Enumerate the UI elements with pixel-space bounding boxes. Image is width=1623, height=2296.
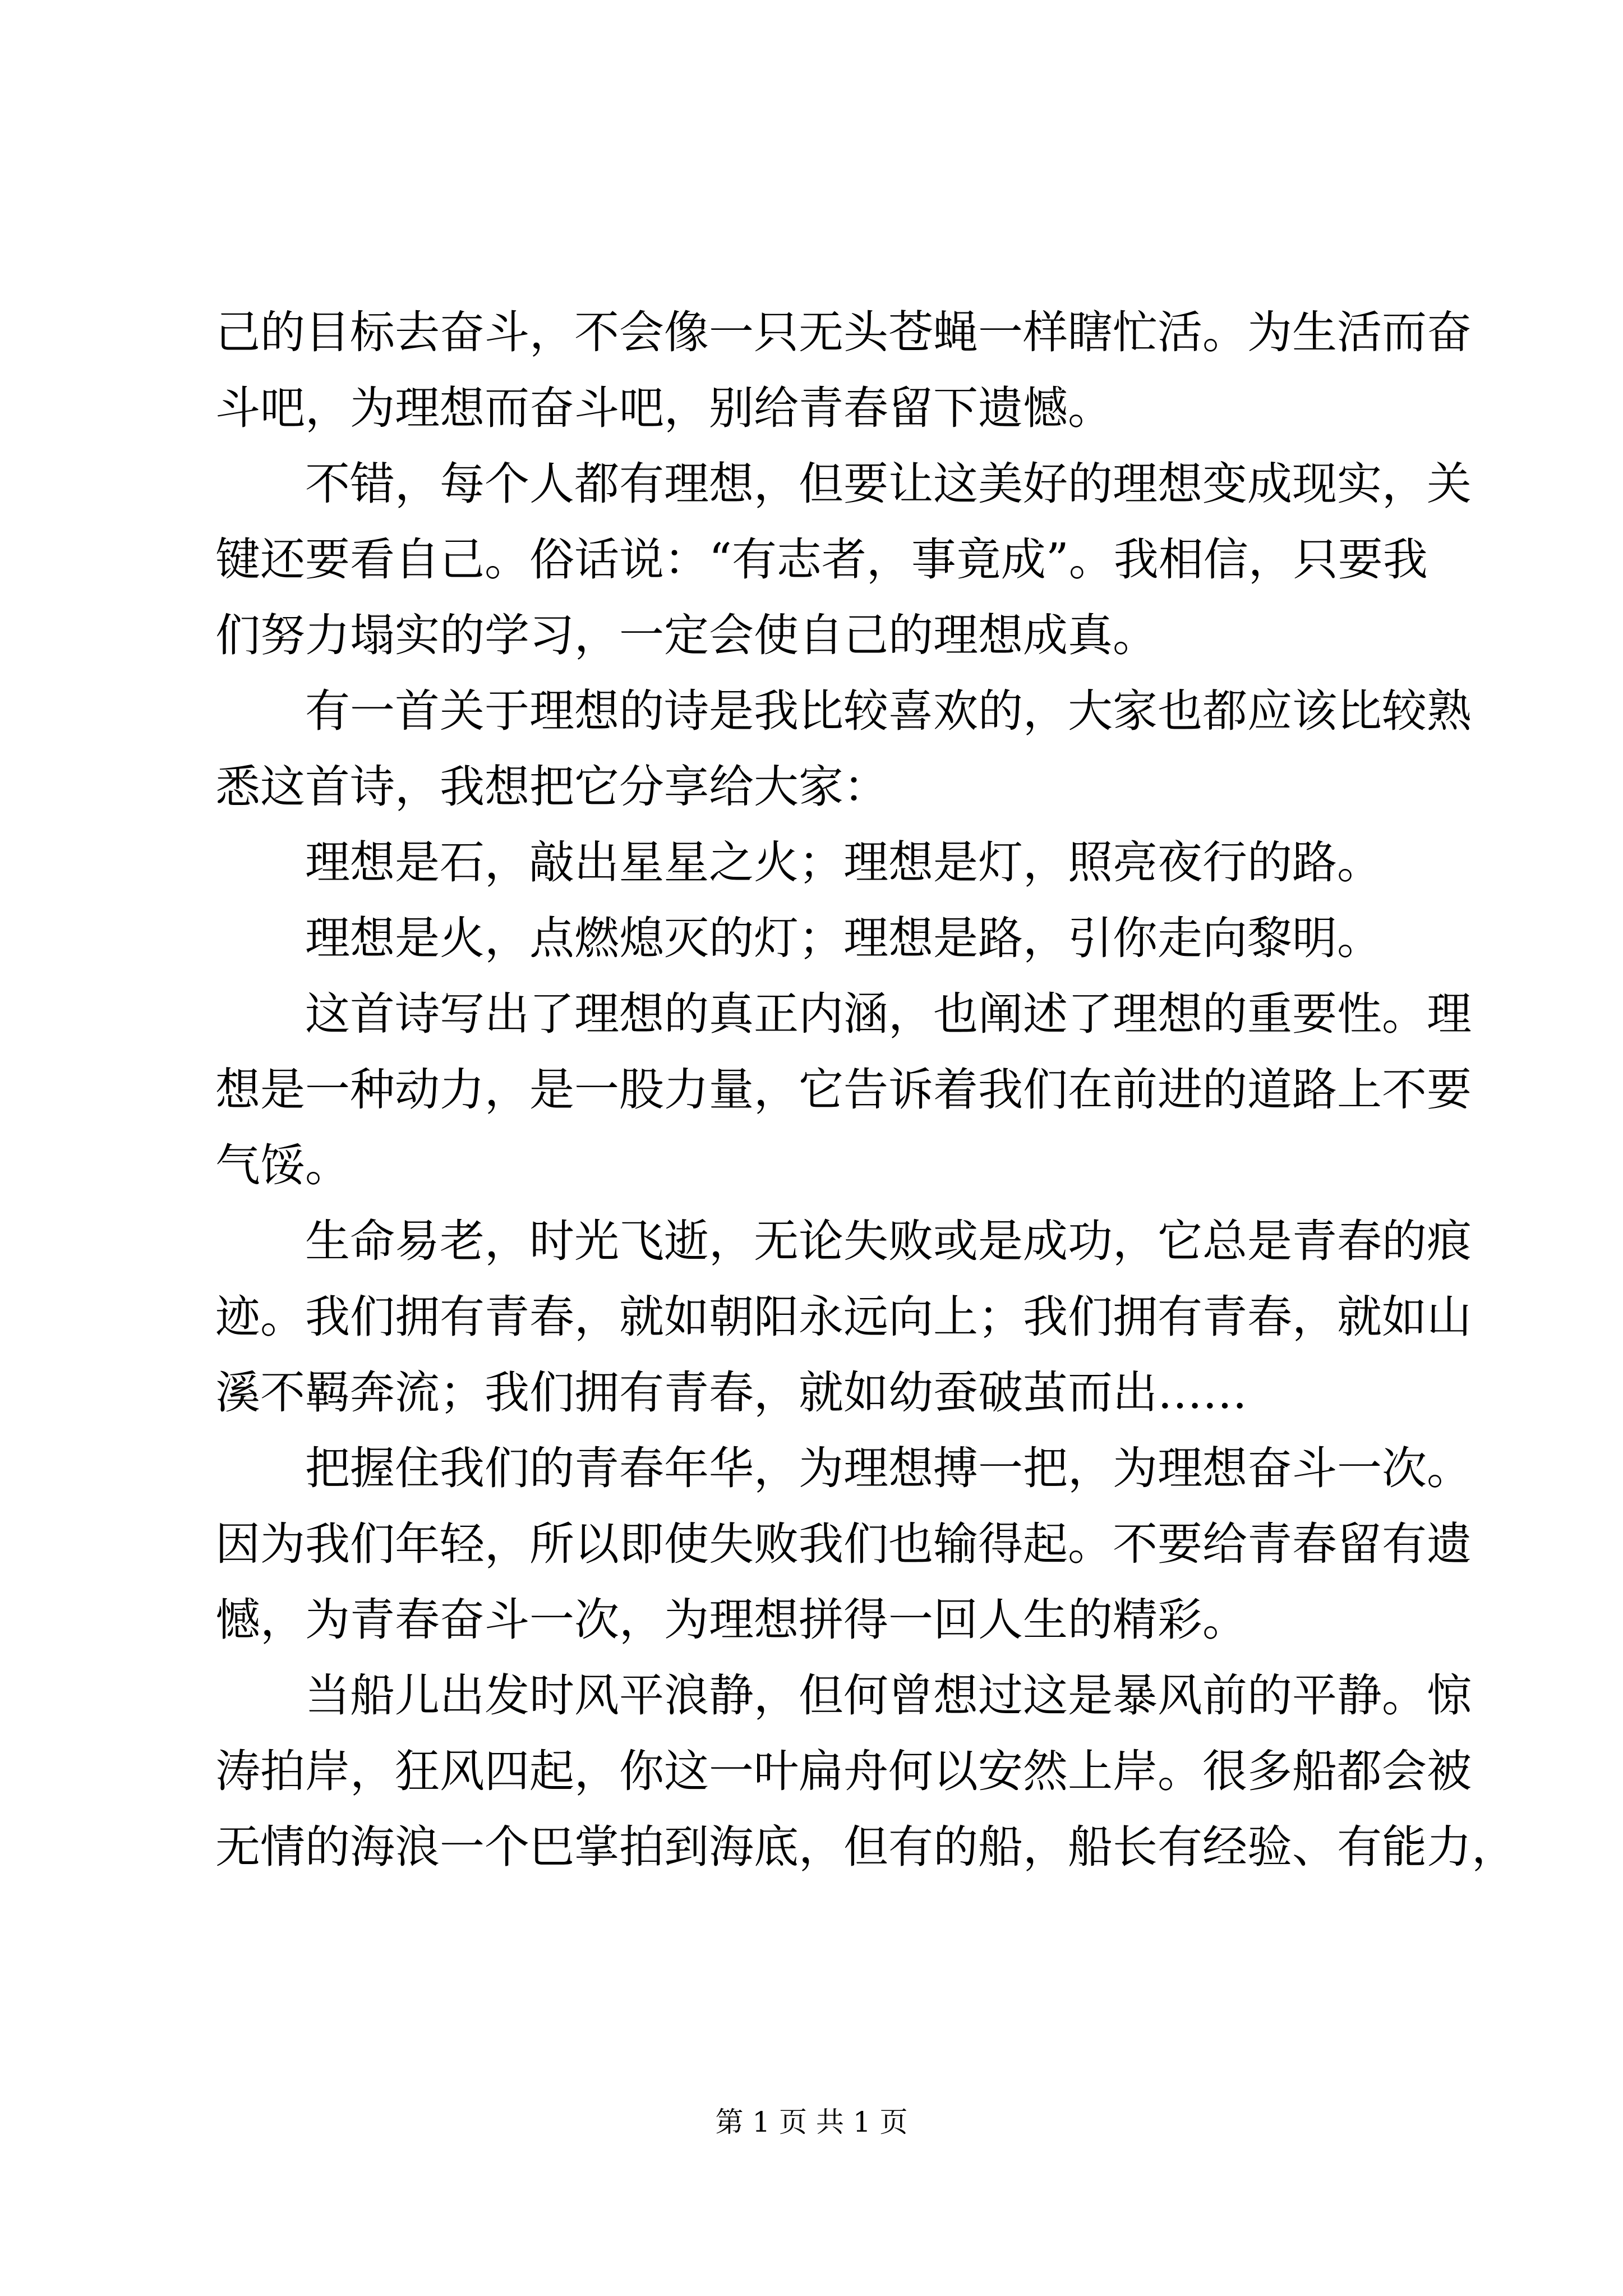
text-line: 当船儿出发时风平浪静，但何曾想过这是暴风前的平静。惊: [305, 1669, 1472, 1722]
text-line: 把握住我们的青春年华，为理想搏一把，为理想奋斗一次。: [305, 1442, 1472, 1494]
text-line: 不错，每个人都有理想，但要让这美好的理想变成现实，关: [305, 458, 1472, 510]
poem-line: 理想是石，敲出星星之火；理想是灯，照亮夜行的路。: [305, 836, 1382, 889]
text-line: 这首诗写出了理想的真正内涵，也阐述了理想的重要性。理: [305, 988, 1472, 1040]
text-line: 无情的海浪一个巴掌拍到海底，但有的船，船长有经验、有能力，: [215, 1821, 1516, 1873]
page-footer: 第 1 页 共 1 页: [715, 2106, 908, 2138]
text-line: 因为我们年轻，所以即使失败我们也输得起。不要给青春留有遗: [215, 1518, 1472, 1570]
text-line: 憾，为青春奋斗一次，为理想拼得一回人生的精彩。: [215, 1594, 1247, 1646]
text-line: 迹。我们拥有青春，就如朝阳永远向上；我们拥有青春，就如山: [215, 1291, 1472, 1343]
text-line: 想是一种动力，是一股力量，它告诉着我们在前进的道路上不要: [215, 1064, 1472, 1116]
text-line: 溪不羁奔流；我们拥有青春，就如幼蚕破茧而出……: [215, 1366, 1247, 1419]
text-line: 们努力塌实的学习，一定会使自己的理想成真。: [215, 609, 1158, 661]
text-line: 气馁。: [215, 1139, 350, 1191]
text-line: 键还要看自己。俗话说：“有志者，事竟成”。我相信，只要我: [215, 533, 1428, 586]
body-text: [215, 295, 1516, 1885]
text-line: 生命易老，时光飞逝，无论失败或是成功，它总是青春的痕: [305, 1215, 1472, 1267]
text-line: 有一首关于理想的诗是我比较喜欢的，大家也都应该比较熟: [305, 685, 1472, 737]
text-line: 己的目标去奋斗，不会像一只无头苍蝇一样瞎忙活。为生活而奋: [215, 306, 1472, 358]
poem-line: 理想是火，点燃熄灭的灯；理想是路，引你走向黎明。: [305, 912, 1382, 964]
text-line: 斗吧，为理想而奋斗吧，别给青春留下遗憾。: [215, 382, 1113, 434]
text-line: 涛拍岸，狂风四起，你这一叶扁舟何以安然上岸。很多船都会被: [215, 1745, 1472, 1797]
text-line: 悉这首诗，我想把它分享给大家：: [215, 761, 888, 813]
